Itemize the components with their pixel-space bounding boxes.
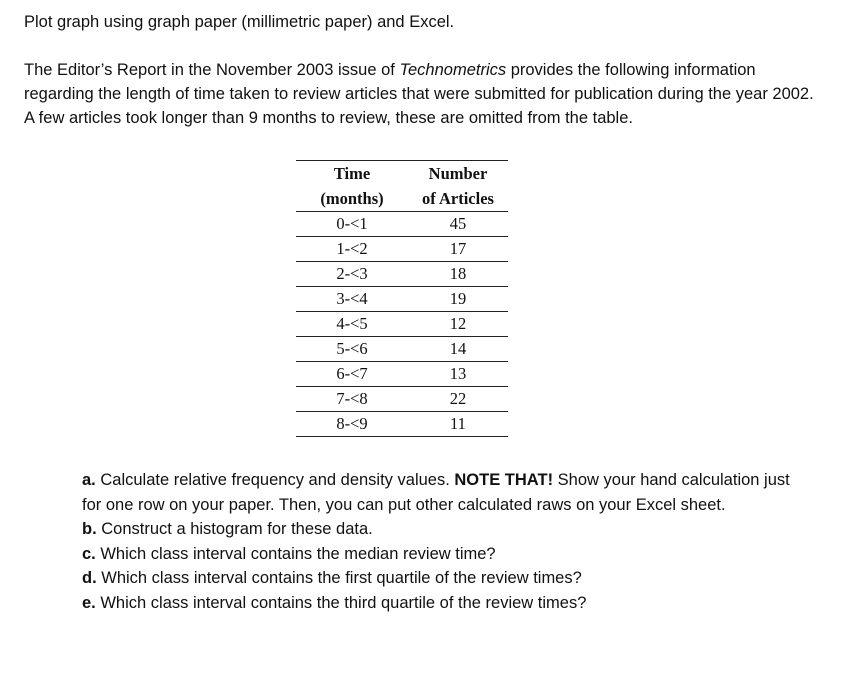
question-e-label: e. — [82, 593, 96, 612]
table-row — [296, 312, 508, 337]
table-row — [296, 337, 508, 362]
time-header-line2: (months) — [296, 186, 408, 212]
question-a-text-cont: Show your hand calculation just for one row on your paper. Then, you can put other calculated raws on your Excel sheet. — [82, 471, 790, 514]
count-cell: 17 — [408, 237, 508, 262]
question-b-label: b. — [82, 520, 97, 538]
questions-list — [82, 468, 802, 615]
question-e-text: Which class interval contains the third quartile of the review times? — [95, 593, 587, 612]
count-header-line2: of Articles — [408, 186, 508, 212]
question-a — [82, 468, 802, 517]
table-row — [296, 287, 508, 312]
time-cell: 8-<9 — [296, 412, 408, 437]
time-cell: 7-<8 — [296, 387, 408, 412]
question-e — [82, 591, 802, 616]
question-a-note: NOTE THAT! — [454, 471, 554, 489]
intro-paragraph — [24, 58, 824, 130]
time-cell: 2-<3 — [296, 262, 408, 287]
count-cell: 18 — [408, 262, 508, 287]
count-cell: 45 — [408, 212, 508, 237]
count-cell: 12 — [408, 312, 508, 337]
time-header-line1: Time — [296, 161, 408, 187]
time-cell: 4-<5 — [296, 312, 408, 337]
count-cell: 22 — [408, 387, 508, 412]
intro-text-start: The Editor’s Report in the November 2003 issue of — [24, 61, 400, 79]
assignment-heading: Plot graph using graph paper (millimetric paper) and Excel. — [24, 13, 455, 31]
table-row — [296, 262, 508, 287]
table-row — [296, 412, 508, 437]
table-row — [296, 237, 508, 262]
time-cell: 5-<6 — [296, 337, 408, 362]
count-header-line1: Number — [408, 161, 508, 187]
time-cell: 3-<4 — [296, 287, 408, 312]
journal-name: Technometrics — [399, 61, 507, 79]
question-d-label: d. — [82, 569, 97, 587]
question-d — [82, 566, 802, 591]
count-cell: 13 — [408, 362, 508, 387]
table-row — [296, 212, 508, 237]
question-c-text: Which class interval contains the median review time? — [95, 544, 496, 563]
time-cell: 1-<2 — [296, 237, 408, 262]
question-a-text: Calculate relative frequency and density values. — [95, 471, 455, 489]
count-cell: 14 — [408, 337, 508, 362]
review-time-table — [296, 160, 508, 437]
count-cell: 19 — [408, 287, 508, 312]
table-row — [296, 362, 508, 387]
question-b — [82, 517, 802, 542]
table-row — [296, 387, 508, 412]
intro-text-end: provides the following information regarding the length of time taken to review articles that were submitted for publication during the year 2002. A few articles took longer than 9 months to review, these are omitted from the table. — [24, 61, 814, 127]
question-b-text: Construct a histogram for these data. — [96, 520, 373, 538]
time-cell: 6-<7 — [296, 362, 408, 387]
question-d-text: Which class interval contains the first quartile of the review times? — [96, 569, 582, 587]
count-cell: 11 — [408, 412, 508, 437]
question-a-label: a. — [82, 471, 96, 489]
question-c — [82, 542, 802, 567]
question-c-label: c. — [82, 544, 96, 563]
time-cell: 0-<1 — [296, 212, 408, 237]
